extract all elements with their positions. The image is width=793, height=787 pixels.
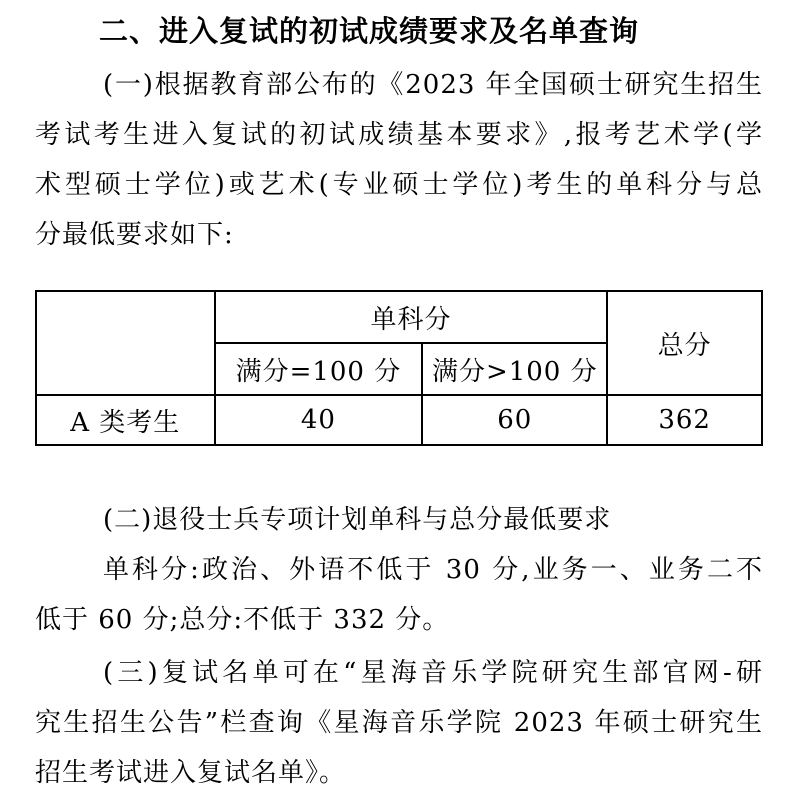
paragraph-section-1 <box>35 60 763 260</box>
header-cell-full-equal-100: 满分=100 分 <box>215 343 423 395</box>
text-line: 分最低要求如下: <box>35 220 234 250</box>
cell-category: A 类考生 <box>36 395 215 445</box>
cell-score-over-100: 60 <box>422 395 607 445</box>
header-cell-full-over-100: 满分>100 分 <box>422 343 607 395</box>
text-line: 术型硕士学位)或艺术(专业硕士学位)考生的单科分与总 <box>35 170 763 200</box>
cell-total-score: 362 <box>607 395 762 445</box>
score-requirements-table <box>35 290 763 446</box>
header-cell-subject-score: 单科分 <box>215 291 608 343</box>
text-line: 低于 60 分;总分:不低于 332 分。 <box>35 605 450 635</box>
table-corner-cell <box>36 291 215 395</box>
table-row-category-a <box>36 395 762 445</box>
text-line: 究生招生公告”栏查询《星海音乐学院 2023 年硕士研究生 <box>35 708 763 738</box>
paragraph-section-2 <box>35 495 763 645</box>
text-line: 单科分:政治、外语不低于 30 分,业务一、业务二不 <box>103 555 763 585</box>
text-line: 考试考生进入复试的初试成绩基本要求》,报考艺术学(学 <box>35 120 763 150</box>
header-cell-total-score: 总分 <box>607 291 762 395</box>
text-line: (三)复试名单可在“星海音乐学院研究生部官网-研 <box>103 658 763 688</box>
document-title: 二、进入复试的初试成绩要求及名单查询 <box>99 16 640 48</box>
cell-score-equal-100: 40 <box>215 395 423 445</box>
section-2-heading: (二)退役士兵专项计划单科与总分最低要求 <box>103 505 612 535</box>
paragraph-section-3 <box>35 648 763 787</box>
text-line: 招生考试进入复试名单》。 <box>35 758 347 787</box>
text-line: (一)根据教育部公布的《2023 年全国硕士研究生招生 <box>103 70 763 100</box>
table-header-row-1 <box>36 291 762 343</box>
